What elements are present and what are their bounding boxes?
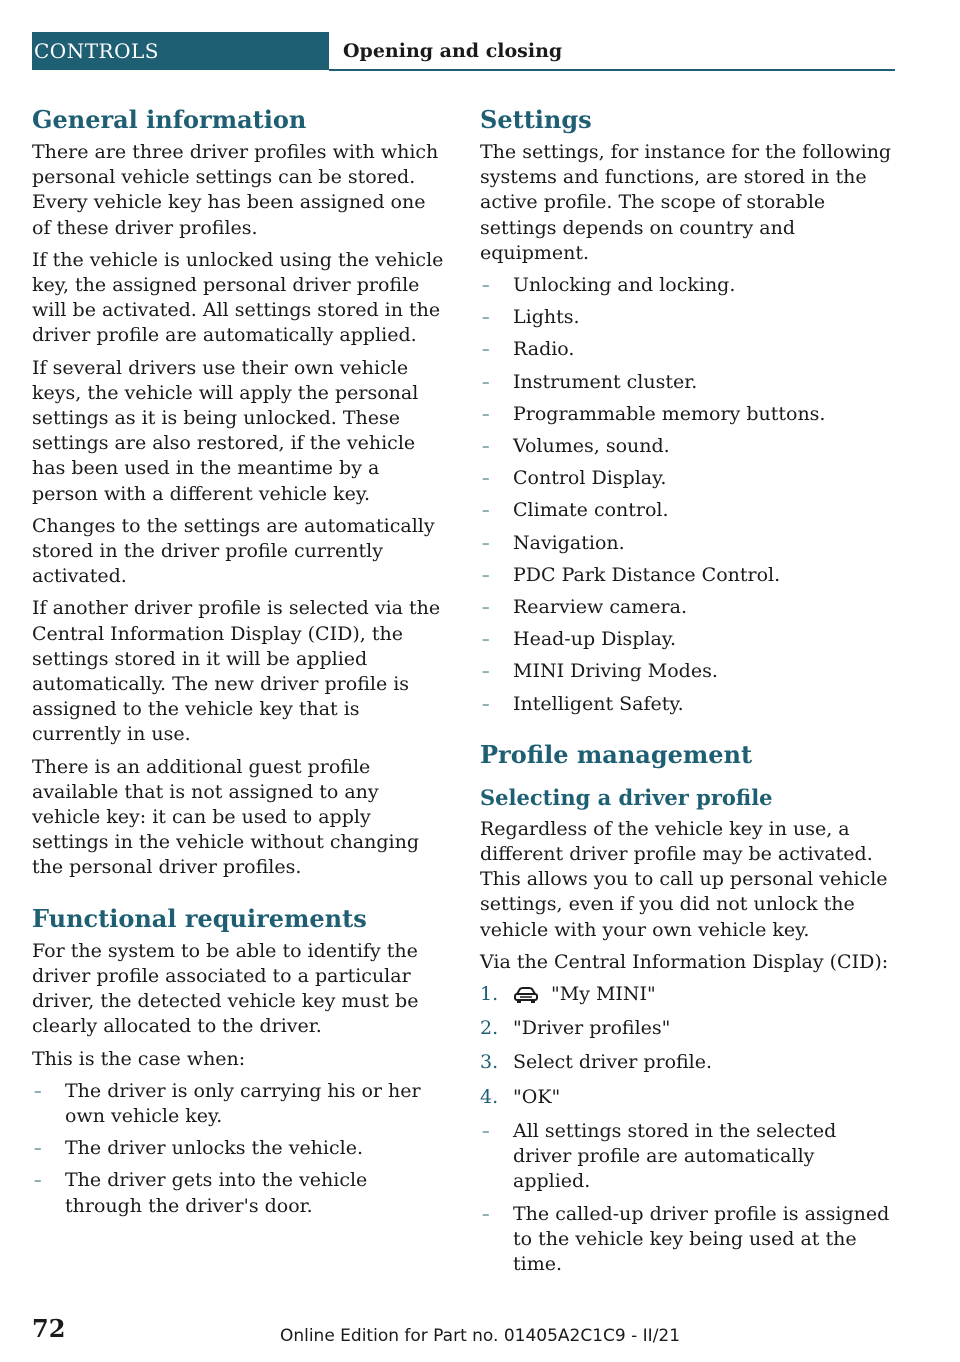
- selecting-driver-profile-heading: Selecting a driver profile: [480, 784, 773, 810]
- header-rule: [329, 69, 895, 71]
- paragraph: Via the Central Information Display (CID):: [480, 950, 889, 973]
- requirements-list: [32, 1079, 448, 1219]
- step-number: 2.: [480, 1017, 499, 1040]
- left-column: [32, 104, 448, 1226]
- list-item: – The driver unlocks the vehicle.: [32, 1136, 448, 1161]
- list-item: – Intelligent Safety.: [480, 692, 896, 717]
- chapter-title: Opening and closing: [343, 40, 563, 62]
- step-text: "OK": [513, 1085, 561, 1108]
- right-column: [480, 104, 896, 1284]
- list-item: – PDC Park Distance Control.: [480, 563, 896, 588]
- step-item: [480, 1050, 896, 1075]
- list-item: – All settings stored in the selected driver profile are automatically applied.: [480, 1119, 896, 1195]
- step-text: "My MINI": [551, 983, 656, 1006]
- page-number: 72: [32, 1314, 66, 1343]
- section-label: [32, 32, 329, 70]
- paragraph: If several drivers use their own vehicle keys, the vehicle will apply the personal settings as it is being unlocked. These settings are also restored, if the vehicle has been used in the meantime by a person with a different vehicle key.: [32, 356, 419, 505]
- list-item: – Instrument cluster.: [480, 370, 896, 395]
- paragraph: For the system to be able to identify the driver profile associated to a particular driver, the detected vehicle key must be clearly allocated to the driver.: [32, 939, 419, 1038]
- list-item: – Unlocking and locking.: [480, 273, 896, 298]
- list-item: – Navigation.: [480, 531, 896, 556]
- car-icon: [513, 986, 539, 1004]
- list-item: – Rearview camera.: [480, 595, 896, 620]
- list-item: – Lights.: [480, 305, 896, 330]
- step-item: [480, 982, 896, 1007]
- footer-edition: Online Edition for Part no. 01405A2C1C9 - II/21: [279, 1326, 681, 1346]
- list-item: – Radio.: [480, 337, 896, 362]
- step-item: [480, 1085, 896, 1110]
- step-number: 3.: [480, 1051, 499, 1074]
- step-number: 4.: [480, 1085, 499, 1108]
- step-text: "Driver profiles": [513, 1017, 671, 1040]
- profile-management-heading: Profile management: [480, 739, 753, 769]
- list-item: – The called-up driver profile is assigned to the vehicle key being used at the time.: [480, 1202, 896, 1278]
- paragraph: Regardless of the vehicle key in use, a different driver profile may be activated. This allows you to call up personal vehicle settings, even if you did not unlock the vehicle with your own vehicle key.: [480, 817, 888, 941]
- results-list: [480, 1119, 896, 1277]
- list-item: – MINI Driving Modes.: [480, 659, 896, 684]
- paragraph: There are three driver profiles with which personal vehicle settings can be stored. Every vehicle key has been assigned one of these driver profiles.: [32, 141, 439, 239]
- list-item: – Climate control.: [480, 498, 896, 523]
- list-item: – The driver is only carrying his or her own vehicle key.: [32, 1079, 448, 1129]
- list-item: – Control Display.: [480, 466, 896, 491]
- list-item: – The driver gets into the vehicle through the driver's door.: [32, 1168, 448, 1218]
- settings-list: [480, 273, 896, 717]
- general-information-heading: General information: [32, 105, 307, 134]
- list-item: – Programmable memory buttons.: [480, 402, 896, 427]
- paragraph: There is an additional guest profile available that is not assigned to any vehicle key: it can be used to apply settings in the vehicle without changing the personal driver profiles.: [32, 755, 419, 879]
- list-item: – Head-up Display.: [480, 627, 896, 652]
- step-text: Select driver profile.: [513, 1051, 713, 1074]
- settings-heading: Settings: [480, 105, 592, 134]
- step-number: 1.: [480, 983, 499, 1006]
- steps-list: [480, 982, 896, 1110]
- page-header: [32, 32, 895, 70]
- functional-requirements-heading: Functional requirements: [32, 903, 367, 933]
- paragraph: This is the case when:: [32, 1047, 246, 1070]
- paragraph: Changes to the settings are automatically stored in the driver profile currently activated.: [32, 514, 435, 588]
- paragraph: If the vehicle is unlocked using the vehicle key, the assigned personal driver profile will be activated. All settings stored in the driver profile are automatically applied.: [32, 248, 444, 347]
- section-label-text: CONTROLS: [34, 39, 159, 63]
- paragraph: The settings, for instance for the following systems and functions, are stored in the active profile. The scope of storable settings depends on country and equipment.: [480, 141, 892, 264]
- paragraph: If another driver profile is selected via the Central Information Display (CID), the settings stored in it will be applied automatically. The new driver profile is assigned to the vehicle key that is currently in use.: [32, 597, 441, 746]
- step-item: [480, 1016, 896, 1041]
- list-item: – Volumes, sound.: [480, 434, 896, 459]
